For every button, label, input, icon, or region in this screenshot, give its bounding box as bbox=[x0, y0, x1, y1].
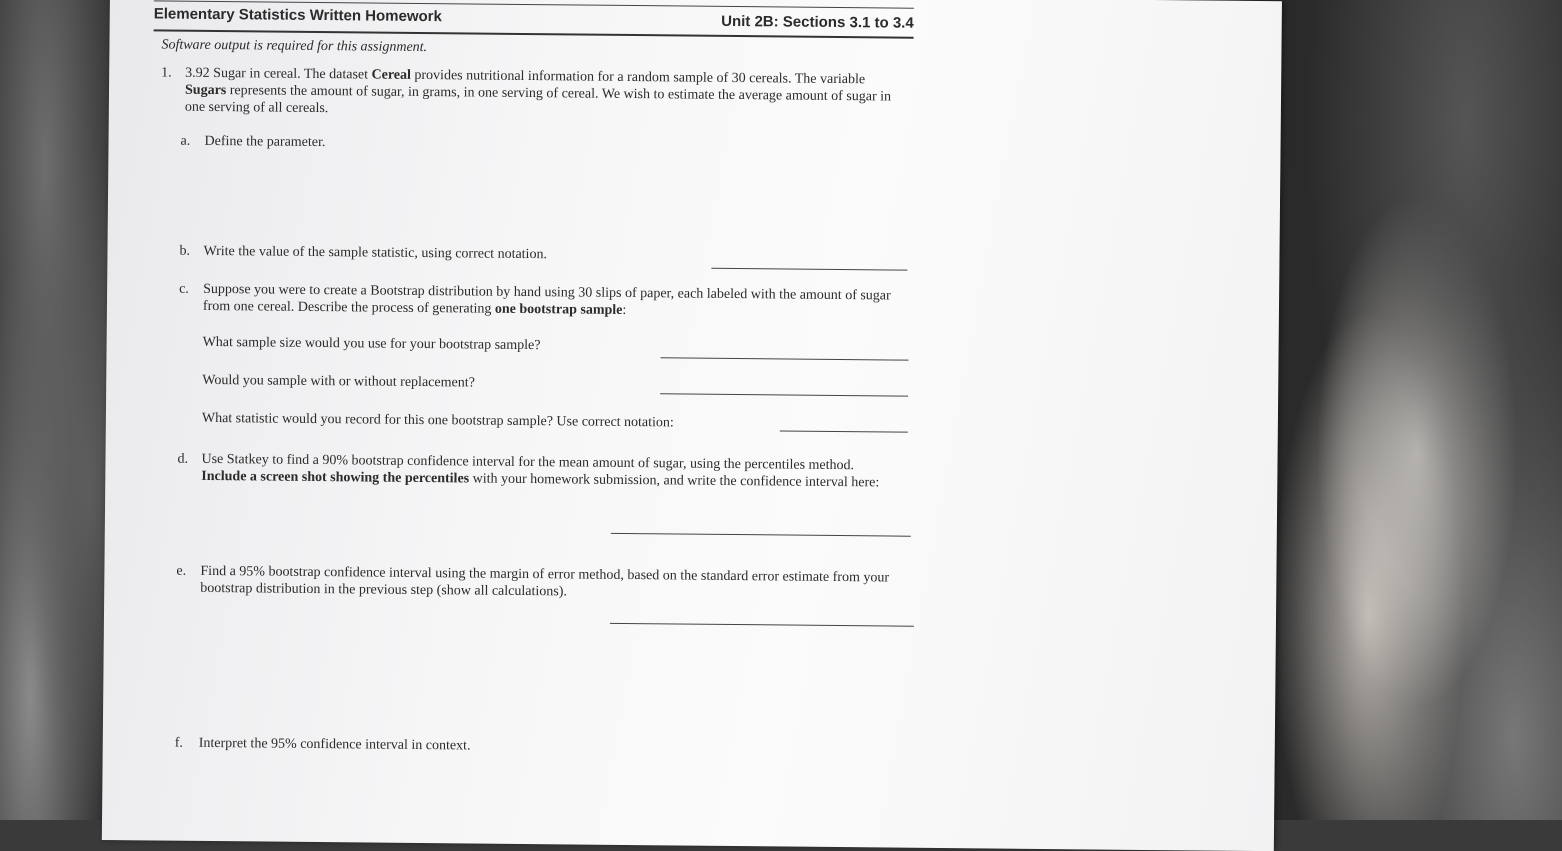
intro-part-1: 3.92 Sugar in cereal. The dataset bbox=[185, 65, 372, 83]
part-c-q2: Would you sample with or without replacement? bbox=[202, 372, 475, 391]
assignment-note: Software output is required for this assignment. bbox=[161, 37, 428, 56]
question-intro bbox=[185, 65, 901, 123]
part-c-q1: What sample size would you use for your bootstrap sample? bbox=[202, 334, 541, 354]
worksheet-content bbox=[153, 0, 914, 754]
part-d-answer-line[interactable] bbox=[611, 533, 911, 537]
part-e-answer-line[interactable] bbox=[610, 623, 914, 627]
part-c-text-1: Suppose you were to create a Bootstrap distribution by hand using 30 slips of paper, each labeled with the amount of sugar from one cereal. Describe the process of generating bbox=[202, 281, 891, 317]
part-c-bold: one bootstrap sample bbox=[494, 301, 623, 318]
part-c-text-2: : bbox=[622, 302, 627, 318]
question-number: 1. bbox=[161, 65, 172, 81]
part-d bbox=[177, 451, 897, 492]
part-c bbox=[179, 281, 899, 322]
variable-name: Sugars bbox=[184, 82, 227, 99]
part-f-text: Interpret the 95% confidence interval in context. bbox=[198, 735, 471, 754]
intro-part-3: represents the amount of sugar, in grams, in one serving of cereal. We wish to estimate the average amount of sugar in one serving of all cereals. bbox=[184, 83, 892, 117]
part-b-label: b. bbox=[179, 243, 191, 259]
part-c-q1-answer-line[interactable] bbox=[660, 357, 908, 360]
part-b-text: Write the value of the sample statistic, using correct notation. bbox=[203, 243, 548, 263]
part-d-text-1: Use Statkey to find a 90% bootstrap confidence interval for the mean amount of sugar, using the percentiles method. bbox=[201, 451, 855, 474]
background-fur-right bbox=[1240, 0, 1562, 820]
page-header bbox=[154, 0, 914, 38]
part-e-label: e. bbox=[176, 563, 187, 579]
part-d-label: d. bbox=[177, 451, 189, 467]
part-c-q2-answer-line[interactable] bbox=[660, 393, 908, 396]
intro-part-2: provides nutritional information for a random sample of 30 cereals. The variable bbox=[410, 67, 866, 88]
header-unit: Unit 2B: Sections 3.1 to 3.4 bbox=[721, 12, 914, 32]
dataset-name: Cereal bbox=[371, 67, 412, 83]
part-c-q3: What statistic would you record for this one bootstrap sample? Use correct notation: bbox=[201, 410, 674, 431]
part-d-text bbox=[201, 451, 897, 492]
part-c-q3-answer-line[interactable] bbox=[780, 430, 908, 432]
part-e bbox=[176, 563, 896, 604]
question-1 bbox=[161, 64, 901, 122]
part-a-label: a. bbox=[180, 133, 191, 149]
worksheet-page bbox=[102, 0, 1282, 851]
part-a-text: Define the parameter. bbox=[204, 133, 326, 151]
part-b-answer-line[interactable] bbox=[711, 268, 907, 271]
part-c-label: c. bbox=[179, 281, 189, 297]
part-f bbox=[175, 735, 895, 759]
part-b bbox=[179, 243, 899, 267]
header-title: Elementary Statistics Written Homework bbox=[153, 5, 442, 26]
part-e-text: Find a 95% bootstrap confidence interval using the margin of error method, based on the standard error estimate from your bootstrap distribution in the previous step (show all calculations). bbox=[200, 563, 890, 600]
part-d-text-2: with your homework submission, and write the confidence interval here: bbox=[469, 471, 880, 491]
part-d-bold: Include a screen shot showing the percentiles bbox=[201, 468, 470, 487]
part-a bbox=[180, 133, 900, 157]
part-c-text bbox=[203, 281, 899, 322]
part-f-label: f. bbox=[174, 735, 184, 751]
